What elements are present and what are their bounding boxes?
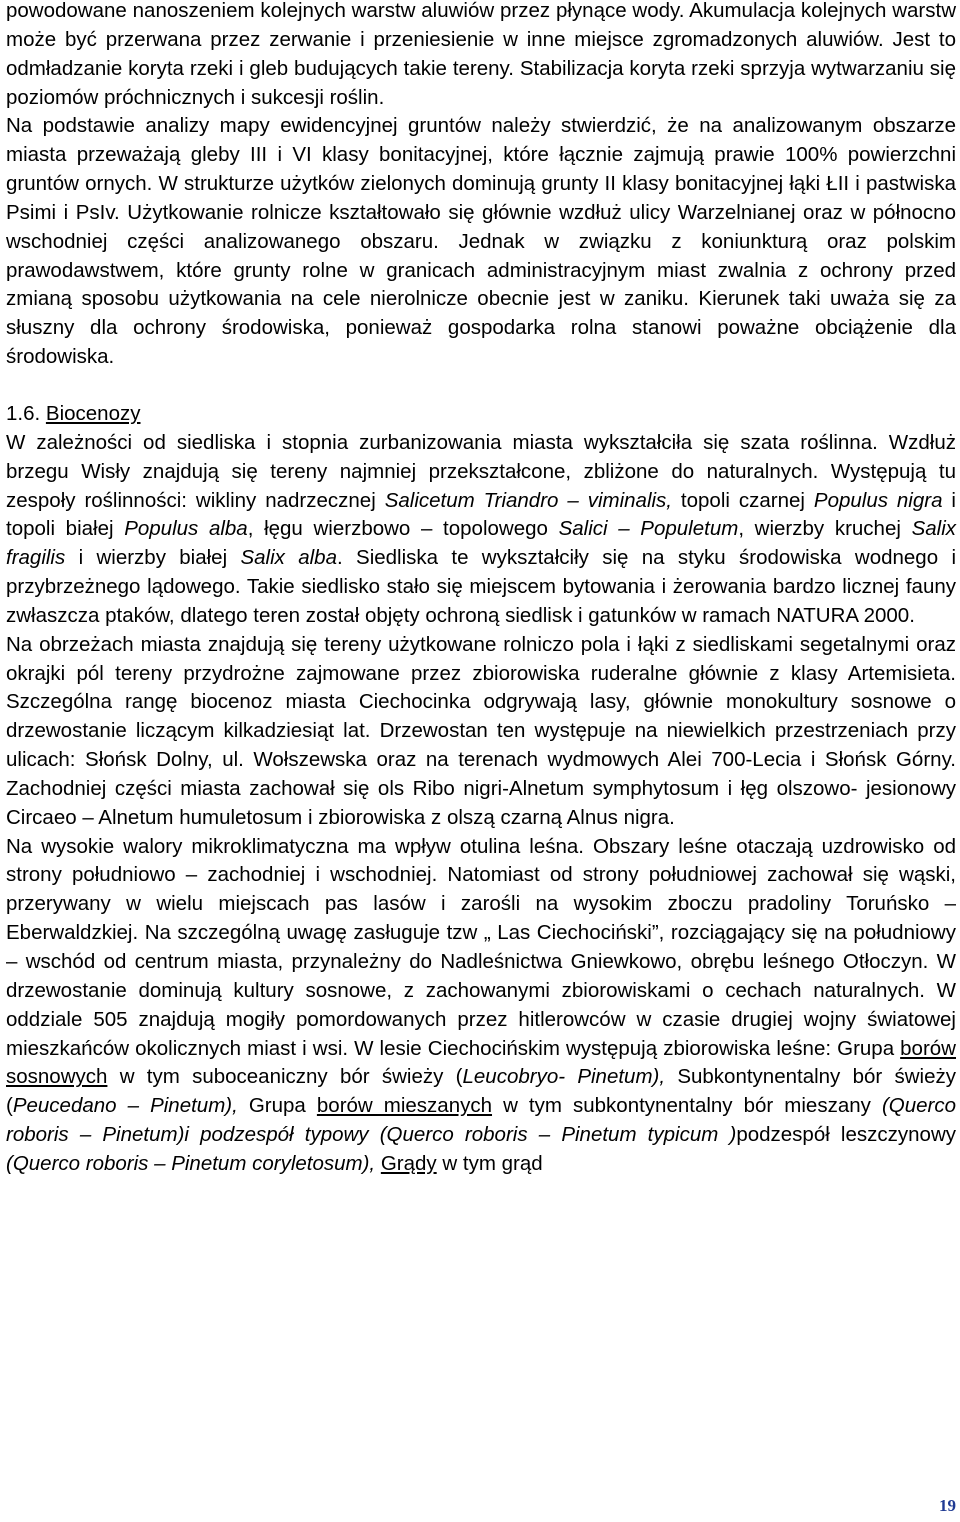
body-text (6, 0, 956, 372)
paragraph-soils-alluvium: powodowane nanoszeniem kolejnych warstw aluwiów przez płynące wody. Akumulacja kolejnych warstw może być przerwana przez zerwanie i przeniesienie w inne miejsce zgromadzonych aluwiów. Jest to odmładzanie koryta rzeki i gleb budujących takie tereny. Stabilizacja koryta rzeki sprzyja wytwarzaniu się poziomów próchnicznych i sukcesji roślin. (6, 0, 956, 109)
paragraph-soils-land-use: Na podstawie analizy mapy ewidencyjnej gruntów należy stwierdzić, że na analizowanym obszarze miasta przeważają gleby III i VI klasy bonitacyjnej, które łącznie zajmują prawie 100% powierzchni gruntów ornych. W strukturze użytków zielonych dominują grunty II klasy bonitacyjnej łąki ŁII i pastwiska Psimi i PsIv. Użytkowanie rolnicze kształtowało się głównie wzdłuż ulicy Warzelnianej oraz w północno wschodniej części analizowanego obszaru. Jednak w związku z koniunkturą oraz polskim prawodawstwem, które grunty rolne w granicach administracyjnym miast zwalnia z ochrony przed zmianą sposobu użytkowania na cele nierolnicze obecnie jest w zaniku. Kierunek taki uważa się za słuszny dla ochrony środowiska, ponieważ gospodarka rolna stanowi poważne obciążenie dla środowiska. (6, 114, 956, 369)
paragraph-forest-cover: Na wysokie walory mikroklimatyczna ma wpływ otulina leśna. Obszary leśne otaczają uzdrowisko od strony południowo – zachodniej i wschodniej. Natomiast od strony południowej zachował się wąski, przerywany w wielu miejscach pas lasów i zarośli na wysokim zboczu pradoliny Toruńsko – Eberwaldzkiej. Na szczególną uwagę zasługuje tzw „ Las Ciechociński”, rozciągający się na południowy – wschód od centrum miasta, przynależny do Nadleśnictwa Gniewkowo, obrębu leśnego Otłoczyn. W drzewostanie dominują kultury sosnowe, z zachowanymi zbiorowiskami o cechach naturalnych. W oddziale 505 znajdują mogiły pomordowanych przez hitlerowców w czasie drugiej wojny światowej mieszkańców okolicznych miast i wsi. W lesie Ciechocińskim występują zbiorowiska leśne: Grupa borów sosnowych w tym suboceaniczny bór świeży (Leucobryo- Pinetum), Subkontynentalny bór świeży (Peucedano – Pinetum), Grupa borów mieszanych w tym subkontynentalny bór mieszany (Querco roboris – Pinetum)i podzespół typowy (Querco roboris – Pinetum typicum )podzespół leszczynowy (Querco roboris – Pinetum coryletosum), Grądy w tym grąd (6, 834, 956, 1175)
document-page (6, 0, 956, 1179)
spacer (6, 372, 956, 400)
section-title: Biocenozy (45, 401, 141, 425)
link-oak-hornbeam: Grądy (380, 1151, 437, 1175)
section-heading (6, 400, 956, 429)
body-text-biocenoses (6, 429, 956, 1179)
page-number: 19 (939, 1496, 956, 1515)
section-number: 1.6. (6, 401, 41, 425)
link-mixed-forests: borów mieszanych (316, 1094, 493, 1118)
link-pine-forests: borów sosnowych (6, 1036, 956, 1089)
paragraph-riverside-vegetation: W zależności od siedliska i stopnia zurbanizowania miasta wykształciła się szata roślinna. Wzdłuż brzegu Wisły znajdują się tereny najmniej przekształcone, zbliżone do naturalnych. Występują tu zespoły roślinności: wikliny nadrzecznej Salicetum Triandro – viminalis, topoli czarnej Populus nigra i topoli białej Populus alba, łęgu wierzbowo – topolowego Salici – Populetum, wierzby kruchej Salix fragilis i wierzby białej Salix alba. Siedliska te wykształciły się na styku środowiska wodnego i przybrzeżnego lądowego. Takie siedlisko stało się miejscem bytowania i żerowania bardzo licznej fauny zwłaszcza ptaków, dlatego teren został objęty ochroną siedlisk i gatunków w ramach NATURA 2000. (6, 430, 957, 627)
paragraph-town-outskirts: Na obrzeżach miasta znajdują się tereny użytkowane rolniczo pola i łąki z siedliskami segetalnymi oraz okrajki pól tereny przydrożne zajmowane przez zbiorowiska ruderalne głównie z klasy Artemisieta. Szczególna rangę biocenoz miasta Ciechocinka odgrywają lasy, głównie monokultury sosnowe o drzewostanie liczącym kilkadziesiąt lat. Drzewostan ten występuje na niewielkich przestrzeniach przy ulicach: Słońsk Dolny, ul. Wołszewska oraz na terenach wydmowych Alei 700-Lecia i Słońsk Górny. Zachodniej części miasta zachował się ols Ribo nigri-Alnetum symphytosum i łęg olszowo- jesionowy Circaeo – Alnetum humuletosum i zbiorowiska z olszą czarną Alnus nigra. (6, 632, 956, 829)
